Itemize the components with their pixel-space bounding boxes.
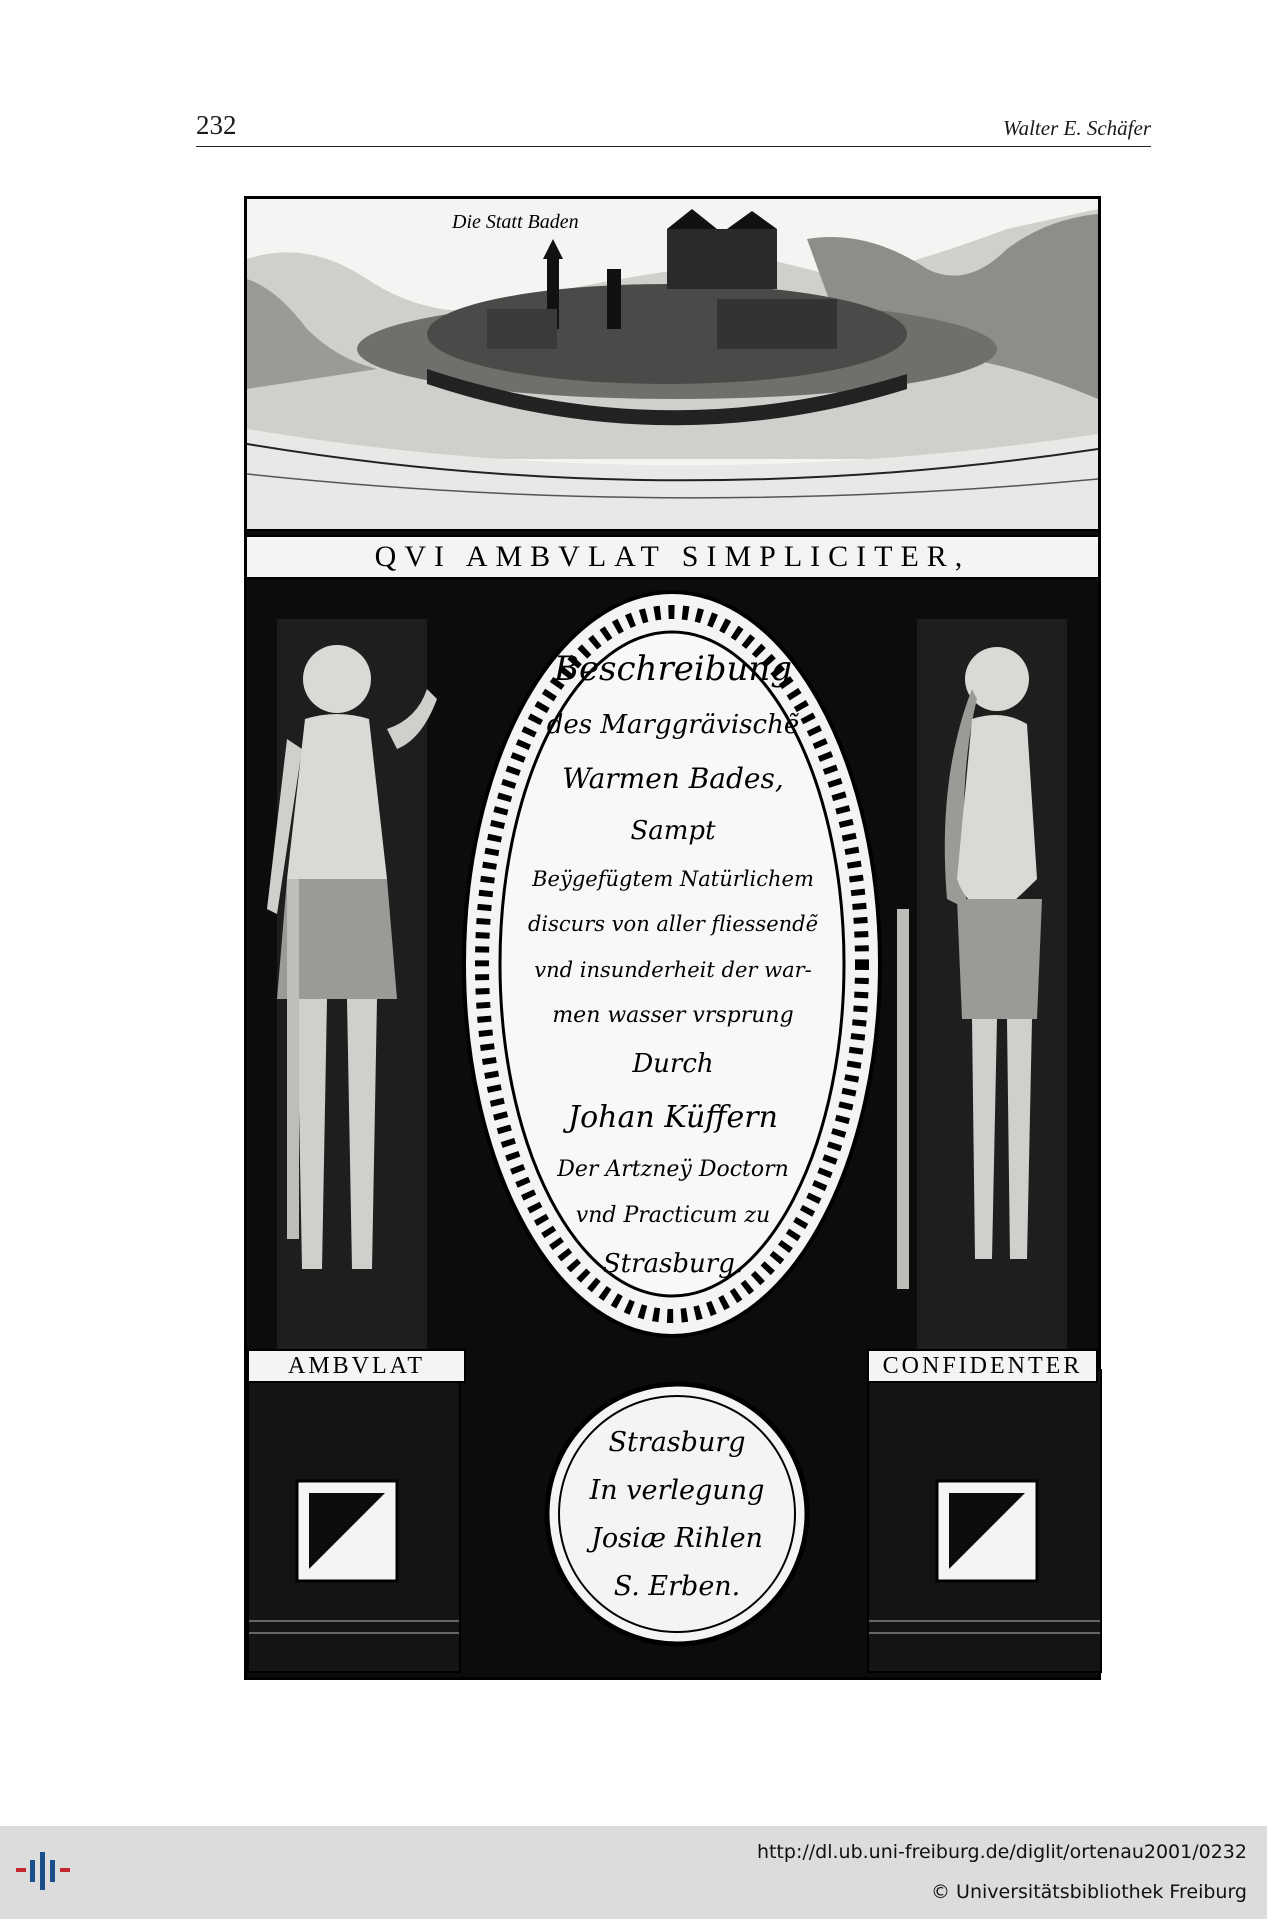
title-line: Sampt bbox=[630, 815, 716, 846]
copyright-notice: © Universitätsbibliothek Freiburg bbox=[931, 1881, 1247, 1903]
page-number: 232 bbox=[196, 110, 237, 140]
panorama-caption: Die Statt Baden bbox=[452, 211, 579, 233]
running-head-author: Walter E. Schäfer bbox=[1003, 116, 1151, 140]
imprint-line: Josiæ Rihlen bbox=[591, 1523, 763, 1554]
title-line: Johan Küffern bbox=[568, 1100, 778, 1136]
city-panorama bbox=[247, 199, 1098, 531]
imprint-line: In verlegung bbox=[589, 1475, 765, 1506]
library-footer bbox=[0, 1826, 1267, 1919]
right-pedestal-label: CONFIDENTER bbox=[867, 1349, 1098, 1383]
library-logo-icon bbox=[16, 1846, 80, 1894]
imprint-text-block bbox=[587, 1427, 767, 1602]
city-view-illustration bbox=[247, 199, 1098, 529]
title-line: Durch bbox=[632, 1049, 714, 1079]
imprint-line: Strasburg bbox=[608, 1427, 746, 1458]
title-line: Beschreibung bbox=[553, 649, 793, 689]
right-pedestal bbox=[867, 1369, 1102, 1673]
left-pedestal bbox=[247, 1369, 461, 1673]
title-line: men wasser vrsprung bbox=[552, 1002, 794, 1028]
title-line: Der Artzneÿ Doctorn bbox=[557, 1156, 789, 1182]
title-text-block bbox=[523, 649, 823, 1279]
imprint-medallion bbox=[537, 1379, 817, 1649]
motto-text: QVI AMBVLAT SIMPLICITER, bbox=[374, 540, 971, 573]
left-pedestal-label: AMBVLAT bbox=[247, 1349, 466, 1383]
title-line: Warmen Bades, bbox=[562, 761, 784, 795]
page-header bbox=[196, 110, 1151, 147]
title-line: Strasburg. bbox=[602, 1249, 744, 1279]
title-cartouche bbox=[457, 584, 887, 1344]
imprint-line: S. Erben. bbox=[613, 1571, 741, 1602]
title-line: vnd insunderheit der war- bbox=[534, 957, 812, 982]
title-line: Beÿgefügtem Natürlichem bbox=[532, 867, 814, 891]
right-pedestal-panel bbox=[869, 1371, 1100, 1671]
title-plate-engraving bbox=[244, 196, 1101, 1680]
title-line: vnd Practicum zu bbox=[575, 1202, 771, 1228]
permalink-url[interactable]: http://dl.ub.uni-freiburg.de/diglit/ortenau2001/0232 bbox=[756, 1841, 1247, 1863]
title-line: des Marggrävischẽ bbox=[546, 710, 800, 741]
title-line: discurs von aller fliessendẽ bbox=[527, 912, 819, 937]
motto-band bbox=[247, 535, 1098, 579]
left-pedestal-panel bbox=[249, 1371, 459, 1671]
